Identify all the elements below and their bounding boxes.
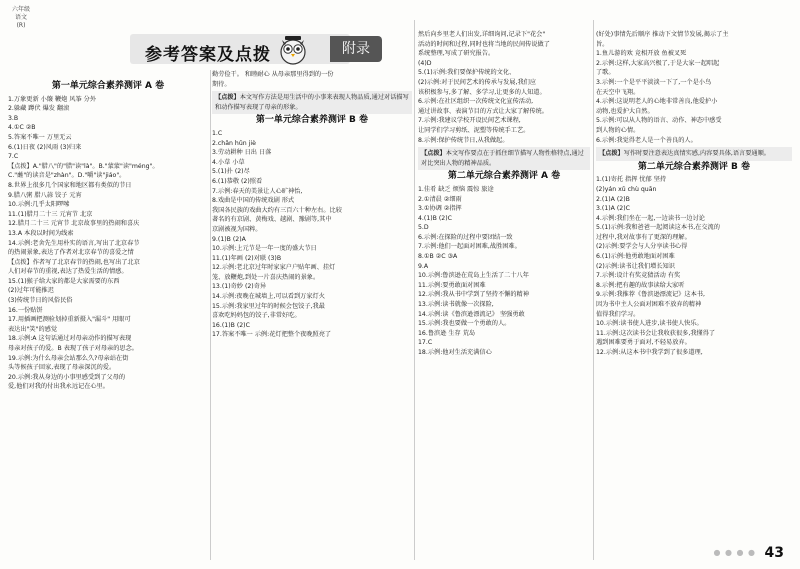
answer-line: 7.示例:他们一起面对困难,战胜困难。 xyxy=(418,243,521,251)
tip-text: 写作时要注意表达真情实感,内容要具体,语言要通顺。 xyxy=(623,150,770,158)
grade-line: 语文 xyxy=(14,14,27,21)
answer-line: 13.A 本段以时间为线索 xyxy=(8,229,74,237)
answer-line: 6.示例:我觉得老人是一个善良的人。 xyxy=(596,136,697,144)
answer-line: 喜欢吃妈妈包的饺子,非常好吃。 xyxy=(212,312,301,320)
answer-line: 然后向乡里老人们出发,详细询问,记录下"花会" xyxy=(418,31,546,38)
answer-line: 7.示例:我建议学校开设民间艺术课程, xyxy=(418,117,521,125)
answer-line: 16.鲁滨逊 生存 荒岛 xyxy=(418,329,476,337)
answer-line: 14.示例:老舍先生用朴实的语言,写出了北京春节 xyxy=(8,239,140,247)
answer-line: (好处)事情先后顺序 推动下文情节发展,揭示了主 xyxy=(596,31,729,38)
answer-line: 该积极参与,多了解、多学习,让更多的人知道。 xyxy=(418,88,546,96)
answer-list xyxy=(418,30,590,145)
answer-line: 4.(1)B (2)C xyxy=(418,214,452,222)
answer-column-4 xyxy=(596,30,792,358)
answer-line: 【点拨】作者写了北京春节的热闹,也写出了北京 xyxy=(8,258,140,266)
answer-line: 7.C xyxy=(8,153,19,161)
answer-line: (2)过年可能推迟 xyxy=(8,287,54,295)
answer-list xyxy=(8,95,208,392)
answer-line: 1.(1)寄托 指挥 忧郁 坚持 xyxy=(596,176,667,184)
tip-label: 【点拨】 xyxy=(215,94,240,102)
answer-line: 16.(1)B (2)C xyxy=(212,321,250,329)
answer-line: 京剧被视为国粹。 xyxy=(212,225,262,233)
answer-line: 19.示例:为什么母亲会站那么久?母亲站在街 xyxy=(8,354,129,362)
answer-line: (3)传统节日的风俗民俗 xyxy=(8,297,73,305)
answer-line: 爱,他们对我的付出我永远记在心里。 xyxy=(8,383,109,391)
answer-line: 3.①协调 ②指挥 xyxy=(418,205,462,213)
answer-line: (2)示例:要学会与人分享读书心得 xyxy=(596,243,688,251)
answer-line: 活动的时间和过程,同时也将当地的民间传说做了 xyxy=(418,40,550,48)
answer-line: (2)yán xǔ chù quān xyxy=(596,185,657,193)
answer-line: 【点拨】A."腊八"的"腊"读"là"。B."蒙蒙"读"méng"。 xyxy=(8,162,159,170)
answer-line: 6.(1)示例:他勇敢地面对困难 xyxy=(596,253,675,261)
column-divider xyxy=(210,70,211,560)
answer-line: 2.示例:这样,大家高兴极了,于是大家一起唱起 xyxy=(596,59,720,67)
answer-line: 2.躲藏 蹲伏 爆发 翻滚 xyxy=(8,105,70,113)
answer-line: 10.示例:上元节是一年一度的盛大节日 xyxy=(212,245,317,253)
answer-line: 9.A xyxy=(418,262,429,270)
answer-line: 4.示例:我们坐在一起,一边读书一边讨论 xyxy=(596,214,705,222)
answer-line: 值得我们学习。 xyxy=(596,310,640,318)
answer-line: 11.(1)腊月二十三 元宵节 北京 xyxy=(8,210,93,218)
answer-line: 通过讲故事、表演节目的方式让大家了解传统。 xyxy=(418,107,548,115)
answer-line: 3.示例:一个是平平淡淡一下了,一个是小鸟 xyxy=(596,78,712,86)
answer-line: 8.戏曲是中国的传统戏剧 形式 xyxy=(212,197,295,205)
answer-column-2 xyxy=(212,70,412,340)
answer-line: 10.示例:鲁滨逊在荒岛上生活了二十八年 xyxy=(418,272,529,280)
page-title: 参考答案及点拨 xyxy=(145,45,271,65)
answer-line: 1.万象更新 小簸 鞭炮 风筝 分外 xyxy=(8,95,97,103)
answer-line: 4.小草 小草 xyxy=(212,158,245,166)
answer-line: 遇到困难要勇于面对,不轻易放弃。 xyxy=(596,339,691,347)
answer-list xyxy=(418,185,590,358)
answer-line: 人们对春节的重视,表达了热爱生活的情感。 xyxy=(8,268,128,276)
answer-line: 6.示例:在社区组织一次传统文化宣传活动, xyxy=(418,98,534,106)
tip-text: 本文写作要点在于抓住细节描写人物性格特点,通过对比突出人物的精神品质。 xyxy=(421,150,584,167)
answer-line: 3.(1)A (2)C xyxy=(596,205,630,213)
answer-line: 在天空中飞翔。 xyxy=(596,88,640,96)
answer-line: (2)示例:读书让我们增长知识 xyxy=(596,262,675,270)
answer-line: 10.示例:几乎太阳啰嗦 xyxy=(8,201,70,209)
answer-line: 母亲对孩子的爱。B 表现了孩子对母亲的思念。 xyxy=(8,345,138,353)
answer-line: 8.示例:保护传统节日,从我做起。 xyxy=(418,136,509,144)
answer-line: 1.鱼儿游的欢 竞相开放 鱼被叉死 xyxy=(596,50,687,58)
answer-column-1 xyxy=(8,80,208,392)
answer-line: 1.C xyxy=(212,129,223,137)
tip-text: 本文写作方法是用生活中的小事来表现人物品质,通过对话描写和动作描写表现了母亲的形象。 xyxy=(215,94,409,111)
grade-badge xyxy=(6,6,36,30)
answer-line: 17.C xyxy=(418,339,433,347)
answer-line: 12.腊月二十三 元宵节 北京故事里的热闹和喜庆 xyxy=(8,220,140,228)
answer-list xyxy=(596,175,792,357)
answer-line: 18.示例:他对生活充满信心 xyxy=(418,349,492,356)
answer-line: 著名的有京剧、黄梅戏、越剧、豫剧等,其中 xyxy=(212,216,332,224)
answer-line: 3.B xyxy=(8,114,19,122)
grade-line: 六年级 xyxy=(11,6,30,13)
answer-line: 11.示例:这次读书会让我收获很多,我懂得了 xyxy=(596,329,716,337)
tip-box xyxy=(596,147,792,161)
tip-box xyxy=(418,147,590,170)
answer-line: 系统整理,写成了研究报告。 xyxy=(418,50,495,58)
answer-line: 9.(1)B (2)A xyxy=(212,235,246,243)
section-title: 第二单元综合素养测评 A 卷 xyxy=(447,171,561,182)
answer-line: 2.chǎn hǔn jiè xyxy=(212,139,256,147)
answer-line: 勤劳俭干。 和睦耐心 从母亲那里得到的一份 xyxy=(212,71,334,78)
answer-line: 我国各民族的戏曲大约有三百六十种左右。比较 xyxy=(212,206,342,214)
answer-line: 6.(1)日夜 (2)风雨 (3)归来 xyxy=(8,143,82,151)
answer-line: 11.(1)年画 (2)对联 (3)B xyxy=(212,254,282,262)
owl-mascot-icon xyxy=(276,32,310,66)
answer-line: (2)示例:对于民间艺术的传承与发展,我们应 xyxy=(418,78,537,86)
answer-line: 6.(1)恭敬 (2)照看 xyxy=(212,177,263,185)
answer-line: 5.答案不唯一 万里无云 xyxy=(8,133,72,141)
answer-line: 7.示例:春天的美景让人心旷神怡, xyxy=(212,187,303,195)
answer-line: 14.示例:读《鲁滨逊漂流记》 坚强勇敢 xyxy=(418,310,525,318)
answer-line: 9.示例:我推荐《鲁滨逊漂流记》这本书, xyxy=(596,291,705,299)
tip-box xyxy=(212,91,412,114)
appendix-tab: 附录 xyxy=(330,36,382,62)
answer-line: 表达出"笑"的感觉 xyxy=(8,325,58,333)
answer-line: 12.示例:我从书中学到了坚持不懈的精神 xyxy=(418,291,529,299)
answer-line: 15.示例:我也要做一个勇敢的人。 xyxy=(418,320,511,328)
answer-line: 3.劳动耕种 日出 日落 xyxy=(212,149,272,157)
answer-line: 动物,也爱护大自然。 xyxy=(596,107,654,115)
answer-line: 15.(1)猴子给大家的都是大家需要的东西 xyxy=(8,277,120,285)
answer-line: 2.(1)A (2)B xyxy=(596,195,630,203)
answer-line: 12.示例:老北京过年时家家户户贴年画、挂灯 xyxy=(212,264,336,272)
answer-line: 12.示例:从这本书中我学到了很多道理, xyxy=(596,349,703,356)
answer-line: 11.示例:要勇敢面对困难 xyxy=(418,281,486,289)
column-divider xyxy=(414,20,415,560)
answer-list xyxy=(596,30,792,145)
answer-line: 13.示例:读书就像一次探险, xyxy=(418,301,494,309)
answer-line: 6.示例:在探险的过程中要团结一致 xyxy=(418,233,513,241)
answer-line: 20.示例:我从身边的小事里感受到了父母的 xyxy=(8,373,126,381)
answer-line: 1.佳肴 缺乏 烦恼 震惊 旅途 xyxy=(418,185,494,193)
answer-line: 14.示例:夜晚在城墙上,可以看到万家灯火 xyxy=(212,293,325,301)
section-title: 第一单元综合素养测评 B 卷 xyxy=(255,115,369,126)
answer-line: 5.示例:可以从人物的语言、动作、神态中感受 xyxy=(596,117,722,125)
answer-line: 18.示例:A 这句话通过对母亲动作的描写表现 xyxy=(8,335,132,343)
answer-line: 4.示例:这说明老人的心地非常善良,他爱护小 xyxy=(596,98,718,106)
answer-line: 7.示例:设计有奖竞猜活动 有奖 xyxy=(596,272,681,280)
answer-line: 5.D xyxy=(418,224,429,232)
answer-line: 笼、放鞭炮,到处一片喜庆热闹的景象。 xyxy=(212,273,320,281)
answer-line: 9.腊八粥 腊八蒜 饺子 元宵 xyxy=(8,191,82,199)
answer-line: 旨。 xyxy=(596,40,609,48)
answer-line: 2.①清晨 ②细雨 xyxy=(418,195,462,203)
tip-label: 【点拨】 xyxy=(599,150,624,158)
answer-line: 8.①B ②C ③A xyxy=(418,253,458,261)
answer-line: C."蘸"的读音是"zhàn"。D."嚼"读"jiáo"。 xyxy=(8,172,126,180)
answer-line: 4.①C ②B xyxy=(8,124,36,132)
answer-line: 了歌。 xyxy=(596,69,615,77)
answer-line: 15.示例:我家里过年的时候会包饺子,我最 xyxy=(212,302,325,310)
answer-line: 的热闹景象,表达了作者对北京春节的喜爱之情 xyxy=(8,249,134,257)
answer-line: 8.世界上很多几个国家和地区都有类似的节日 xyxy=(8,181,132,189)
answer-column-3 xyxy=(418,30,590,358)
answer-list xyxy=(212,70,412,89)
answer-line: 17.用插画把测验划掉重新摄入"漏斗" 用眼可 xyxy=(8,316,131,324)
section-title: 第一单元综合素养测评 A 卷 xyxy=(51,81,165,91)
answer-line: 17.答案不唯一 示例:花灯把整个夜晚照亮了 xyxy=(212,331,332,339)
grade-line: (R) xyxy=(16,22,26,29)
answer-line: 过程中,我对故事有了更深的理解。 xyxy=(596,233,691,241)
answer-line: 13.(1)奇妙 (2)奇异 xyxy=(212,283,267,291)
answer-line: 期待。 xyxy=(212,80,231,88)
page-number: 43 xyxy=(764,545,784,561)
answer-line: 5.(1)示例:我和爸爸一起阅读这本书,在交流的 xyxy=(596,224,720,232)
answer-list xyxy=(212,129,412,340)
section-title: 第二单元综合素养测评 B 卷 xyxy=(637,161,751,172)
tip-label: 【点拨】 xyxy=(421,150,446,158)
answer-line: 让同学们学习剪纸、泥塑等传统手工艺。 xyxy=(418,126,530,134)
decorative-dots: ● ● ● ● xyxy=(713,548,756,557)
answer-line: 因为书中主人公面对困难不放弃的精神 xyxy=(596,301,702,309)
answer-line: 10.示例:读书使人进步,读书使人快乐。 xyxy=(596,320,703,328)
answer-line: 16.一份贴饼 xyxy=(8,306,43,314)
column-divider xyxy=(593,20,594,560)
answer-line: 8.示例:把有趣的故事读给大家听 xyxy=(596,281,685,289)
answer-line: 5.(1)示例:我们要保护传统的文化、 xyxy=(418,69,516,77)
answer-line: (4)D xyxy=(418,59,432,67)
answer-line: 到人物的心情。 xyxy=(596,126,640,134)
answer-line: 头等候孩子回家,表现了母亲深沉的爱。 xyxy=(8,364,116,372)
answer-line: 5.(1)扑 (2)尽 xyxy=(212,168,250,176)
